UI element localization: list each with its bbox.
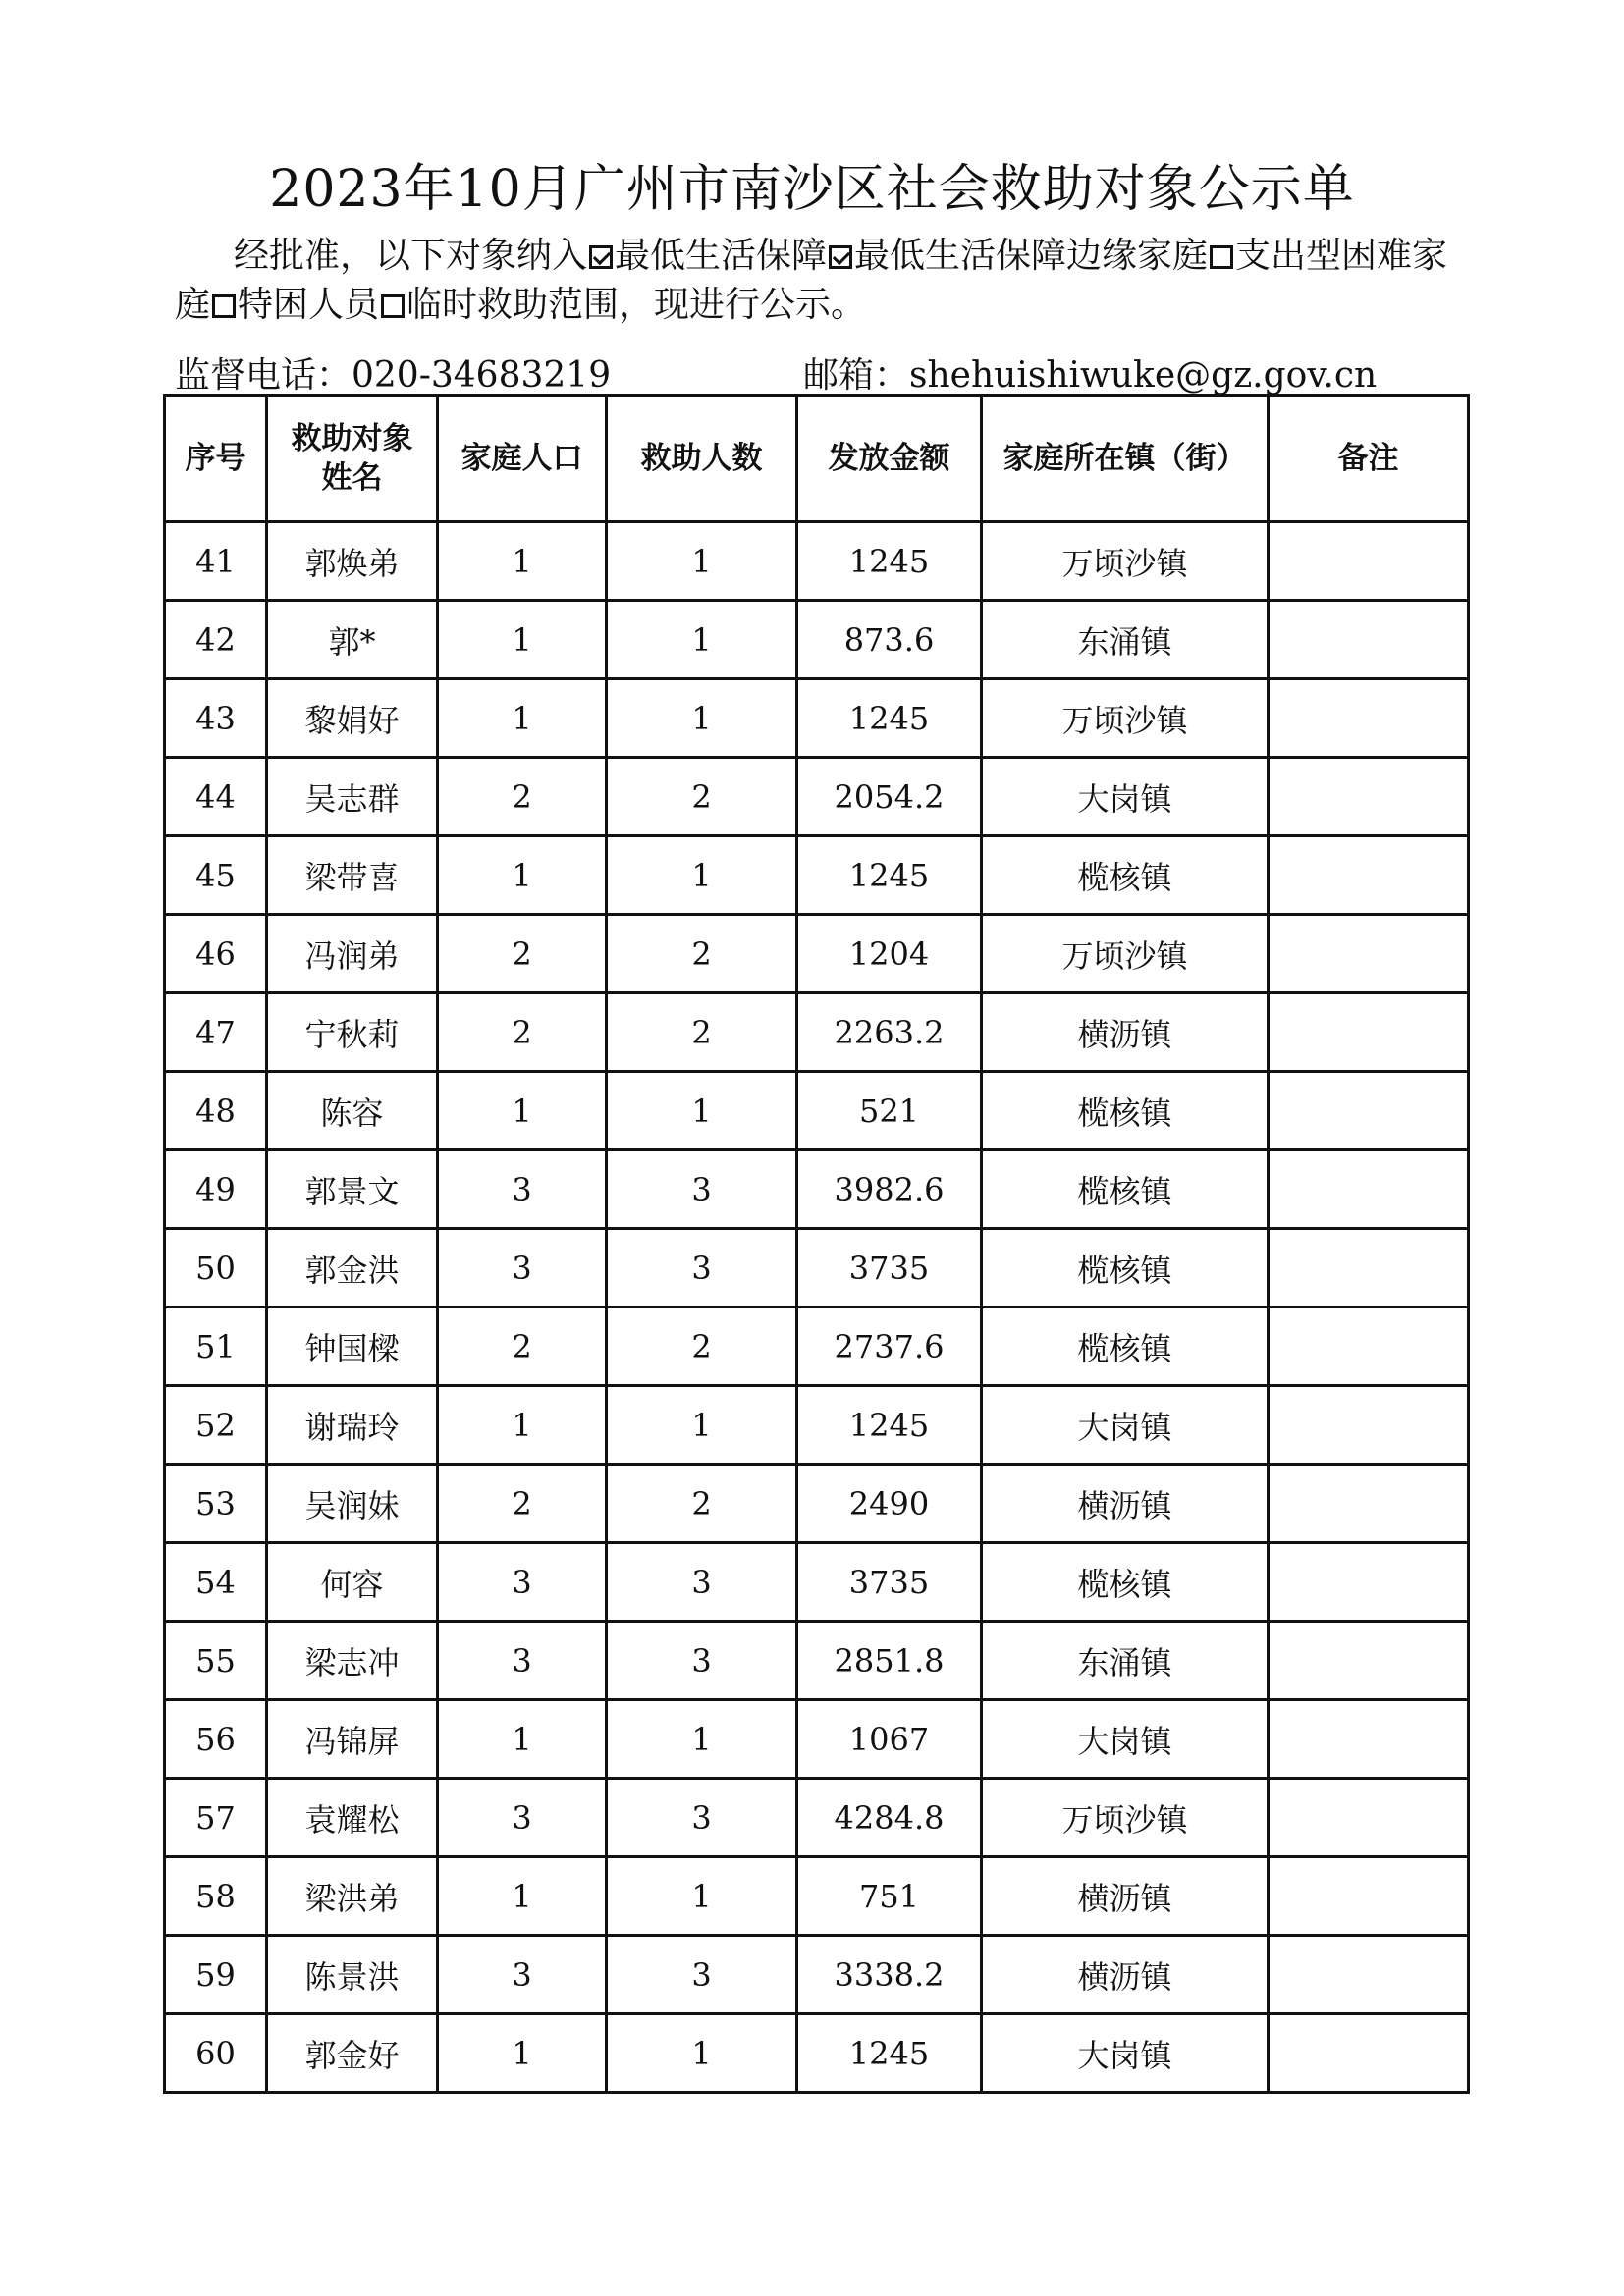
cell-town: 榄核镇 xyxy=(982,1308,1269,1386)
cell-aided-count: 1 xyxy=(607,1857,797,1936)
table-row xyxy=(165,679,1469,758)
intro-tail: 范围，现进行公示。 xyxy=(548,285,867,325)
cell-amount: 3735 xyxy=(797,1543,982,1622)
table-row xyxy=(165,1308,1469,1386)
table-row xyxy=(165,993,1469,1072)
cell-index: 56 xyxy=(165,1700,267,1779)
cell-household-size: 2 xyxy=(438,915,607,993)
cell-aided-count: 2 xyxy=(607,993,797,1072)
table-row xyxy=(165,522,1469,601)
cell-town: 横沥镇 xyxy=(982,1465,1269,1543)
cell-name: 冯润弟 xyxy=(267,915,438,993)
checkbox-icon xyxy=(829,245,852,269)
cell-index: 57 xyxy=(165,1779,267,1857)
cell-name: 陈容 xyxy=(267,1072,438,1150)
cell-household-size: 2 xyxy=(438,758,607,836)
cell-index: 43 xyxy=(165,679,267,758)
cell-amount: 1245 xyxy=(797,679,982,758)
cell-household-size: 3 xyxy=(438,1229,607,1308)
header-aided-count: 救助人数 xyxy=(607,396,797,522)
cell-amount: 2054.2 xyxy=(797,758,982,836)
supervision-phone: 监督电话：020-34683219 xyxy=(175,355,612,396)
option-label: 临时救助 xyxy=(406,285,549,325)
cell-index: 52 xyxy=(165,1386,267,1465)
cell-name: 谢瑞玲 xyxy=(267,1386,438,1465)
checkbox-icon xyxy=(1210,245,1233,269)
cell-name: 袁耀松 xyxy=(267,1779,438,1857)
cell-remarks xyxy=(1269,679,1469,758)
cell-amount: 751 xyxy=(797,1857,982,1936)
cell-household-size: 1 xyxy=(438,1857,607,1936)
table-row xyxy=(165,1622,1469,1700)
cell-remarks xyxy=(1269,1072,1469,1150)
cell-aided-count: 1 xyxy=(607,601,797,679)
cell-aided-count: 2 xyxy=(607,915,797,993)
cell-household-size: 3 xyxy=(438,1936,607,2014)
table-row xyxy=(165,1229,1469,1308)
cell-remarks xyxy=(1269,1936,1469,2014)
cell-amount: 1067 xyxy=(797,1700,982,1779)
cell-name: 梁志冲 xyxy=(267,1622,438,1700)
cell-index: 58 xyxy=(165,1857,267,1936)
cell-name: 郭金好 xyxy=(267,2014,438,2093)
cell-name: 陈景洪 xyxy=(267,1936,438,2014)
cell-index: 42 xyxy=(165,601,267,679)
cell-remarks xyxy=(1269,1465,1469,1543)
cell-name: 梁带喜 xyxy=(267,836,438,915)
cell-amount: 2737.6 xyxy=(797,1308,982,1386)
checkbox-icon xyxy=(589,245,613,269)
cell-remarks xyxy=(1269,522,1469,601)
cell-town: 万顷沙镇 xyxy=(982,679,1269,758)
intro-lead: 经批准，以下对象纳入 xyxy=(234,236,588,276)
cell-town: 横沥镇 xyxy=(982,993,1269,1072)
cell-name: 吴润妹 xyxy=(267,1465,438,1543)
cell-amount: 2851.8 xyxy=(797,1622,982,1700)
cell-amount: 3338.2 xyxy=(797,1936,982,2014)
cell-household-size: 3 xyxy=(438,1150,607,1229)
cell-name: 冯锦屏 xyxy=(267,1700,438,1779)
cell-household-size: 1 xyxy=(438,836,607,915)
cell-household-size: 1 xyxy=(438,1386,607,1465)
cell-remarks xyxy=(1269,1229,1469,1308)
cell-amount: 1245 xyxy=(797,836,982,915)
cell-index: 60 xyxy=(165,2014,267,2093)
cell-household-size: 1 xyxy=(438,1700,607,1779)
table-row xyxy=(165,1700,1469,1779)
cell-amount: 1245 xyxy=(797,1386,982,1465)
cell-index: 54 xyxy=(165,1543,267,1622)
cell-name: 钟国樑 xyxy=(267,1308,438,1386)
header-household-size: 家庭人口 xyxy=(438,396,607,522)
cell-aided-count: 2 xyxy=(607,1465,797,1543)
cell-aided-count: 1 xyxy=(607,1386,797,1465)
cell-aided-count: 3 xyxy=(607,1936,797,2014)
table-row xyxy=(165,2014,1469,2093)
cell-household-size: 3 xyxy=(438,1622,607,1700)
cell-amount: 1245 xyxy=(797,522,982,601)
cell-amount: 1245 xyxy=(797,2014,982,2093)
cell-town: 榄核镇 xyxy=(982,1543,1269,1622)
cell-town: 东涌镇 xyxy=(982,601,1269,679)
header-name xyxy=(267,396,438,522)
cell-household-size: 3 xyxy=(438,1779,607,1857)
cell-remarks xyxy=(1269,601,1469,679)
header-index: 序号 xyxy=(165,396,267,522)
cell-aided-count: 1 xyxy=(607,1700,797,1779)
cell-household-size: 1 xyxy=(438,601,607,679)
cell-town: 榄核镇 xyxy=(982,1150,1269,1229)
cell-aided-count: 3 xyxy=(607,1229,797,1308)
cell-aided-count: 1 xyxy=(607,522,797,601)
cell-aided-count: 1 xyxy=(607,1072,797,1150)
cell-name: 吴志群 xyxy=(267,758,438,836)
table-row xyxy=(165,1543,1469,1622)
cell-amount: 521 xyxy=(797,1072,982,1150)
table-row xyxy=(165,1465,1469,1543)
table-header-row xyxy=(165,396,1469,522)
intro-paragraph xyxy=(175,232,1481,330)
cell-aided-count: 2 xyxy=(607,758,797,836)
cell-index: 53 xyxy=(165,1465,267,1543)
cell-name: 郭* xyxy=(267,601,438,679)
cell-remarks xyxy=(1269,1543,1469,1622)
cell-index: 48 xyxy=(165,1072,267,1150)
cell-amount: 873.6 xyxy=(797,601,982,679)
cell-amount: 3982.6 xyxy=(797,1150,982,1229)
cell-aided-count: 3 xyxy=(607,1779,797,1857)
cell-name: 郭金洪 xyxy=(267,1229,438,1308)
page-title: 2023年10月广州市南沙区社会救助对象公示单 xyxy=(269,160,1355,219)
cell-remarks xyxy=(1269,993,1469,1072)
cell-index: 50 xyxy=(165,1229,267,1308)
cell-aided-count: 3 xyxy=(607,1622,797,1700)
cell-remarks xyxy=(1269,1308,1469,1386)
cell-name: 郭景文 xyxy=(267,1150,438,1229)
cell-household-size: 1 xyxy=(438,679,607,758)
header-amount: 发放金额 xyxy=(797,396,982,522)
cell-town: 榄核镇 xyxy=(982,836,1269,915)
cell-name: 黎娟好 xyxy=(267,679,438,758)
cell-household-size: 2 xyxy=(438,1465,607,1543)
cell-household-size: 1 xyxy=(438,1072,607,1150)
cell-name: 何容 xyxy=(267,1543,438,1622)
table-row xyxy=(165,758,1469,836)
option-label: 特困人员 xyxy=(238,285,380,325)
cell-town: 万顷沙镇 xyxy=(982,915,1269,993)
cell-aided-count: 1 xyxy=(607,2014,797,2093)
cell-amount: 3735 xyxy=(797,1229,982,1308)
cell-name: 宁秋莉 xyxy=(267,993,438,1072)
table-row xyxy=(165,915,1469,993)
cell-remarks xyxy=(1269,758,1469,836)
cell-town: 榄核镇 xyxy=(982,1072,1269,1150)
table-row xyxy=(165,1150,1469,1229)
header-name-text: 救助对象姓名 xyxy=(291,421,413,496)
cell-remarks xyxy=(1269,1150,1469,1229)
cell-amount: 2490 xyxy=(797,1465,982,1543)
cell-town: 大岗镇 xyxy=(982,1700,1269,1779)
cell-remarks xyxy=(1269,836,1469,915)
cell-index: 51 xyxy=(165,1308,267,1386)
cell-aided-count: 2 xyxy=(607,1308,797,1386)
cell-town: 万顷沙镇 xyxy=(982,1779,1269,1857)
checkbox-icon xyxy=(212,294,236,318)
table-row xyxy=(165,1386,1469,1465)
cell-name: 梁洪弟 xyxy=(267,1857,438,1936)
header-remarks: 备注 xyxy=(1269,396,1469,522)
cell-town: 大岗镇 xyxy=(982,1386,1269,1465)
cell-amount: 1204 xyxy=(797,915,982,993)
option-label: 支出型困难家庭 xyxy=(175,236,1448,325)
cell-remarks xyxy=(1269,1386,1469,1465)
cell-household-size: 1 xyxy=(438,522,607,601)
table-row xyxy=(165,1857,1469,1936)
cell-remarks xyxy=(1269,1857,1469,1936)
table-row xyxy=(165,1779,1469,1857)
option-label: 最低生活保障边缘家庭 xyxy=(854,236,1209,276)
cell-household-size: 1 xyxy=(438,2014,607,2093)
cell-town: 横沥镇 xyxy=(982,1857,1269,1936)
cell-remarks xyxy=(1269,1622,1469,1700)
cell-aided-count: 3 xyxy=(607,1150,797,1229)
cell-index: 41 xyxy=(165,522,267,601)
cell-aided-count: 1 xyxy=(607,836,797,915)
cell-aided-count: 3 xyxy=(607,1543,797,1622)
header-town: 家庭所在镇（街） xyxy=(982,396,1269,522)
cell-aided-count: 1 xyxy=(607,679,797,758)
cell-remarks xyxy=(1269,1779,1469,1857)
cell-town: 东涌镇 xyxy=(982,1622,1269,1700)
cell-index: 46 xyxy=(165,915,267,993)
cell-remarks xyxy=(1269,1700,1469,1779)
recipients-table xyxy=(163,394,1470,2094)
table-row xyxy=(165,836,1469,915)
cell-remarks xyxy=(1269,2014,1469,2093)
cell-name: 郭焕弟 xyxy=(267,522,438,601)
cell-amount: 2263.2 xyxy=(797,993,982,1072)
checkbox-icon xyxy=(381,294,405,318)
cell-amount: 4284.8 xyxy=(797,1779,982,1857)
cell-index: 49 xyxy=(165,1150,267,1229)
cell-index: 44 xyxy=(165,758,267,836)
cell-town: 大岗镇 xyxy=(982,758,1269,836)
cell-town: 大岗镇 xyxy=(982,2014,1269,2093)
cell-household-size: 3 xyxy=(438,1543,607,1622)
table-row xyxy=(165,601,1469,679)
cell-town: 万顷沙镇 xyxy=(982,522,1269,601)
cell-remarks xyxy=(1269,915,1469,993)
cell-household-size: 2 xyxy=(438,993,607,1072)
cell-index: 55 xyxy=(165,1622,267,1700)
contact-email: 邮箱：shehuishiwuke@gz.gov.cn xyxy=(803,355,1378,396)
option-label: 最低生活保障 xyxy=(615,236,828,276)
cell-household-size: 2 xyxy=(438,1308,607,1386)
cell-index: 47 xyxy=(165,993,267,1072)
cell-index: 45 xyxy=(165,836,267,915)
cell-town: 横沥镇 xyxy=(982,1936,1269,2014)
cell-town: 榄核镇 xyxy=(982,1229,1269,1308)
table-row xyxy=(165,1072,1469,1150)
table-row xyxy=(165,1936,1469,2014)
cell-index: 59 xyxy=(165,1936,267,2014)
